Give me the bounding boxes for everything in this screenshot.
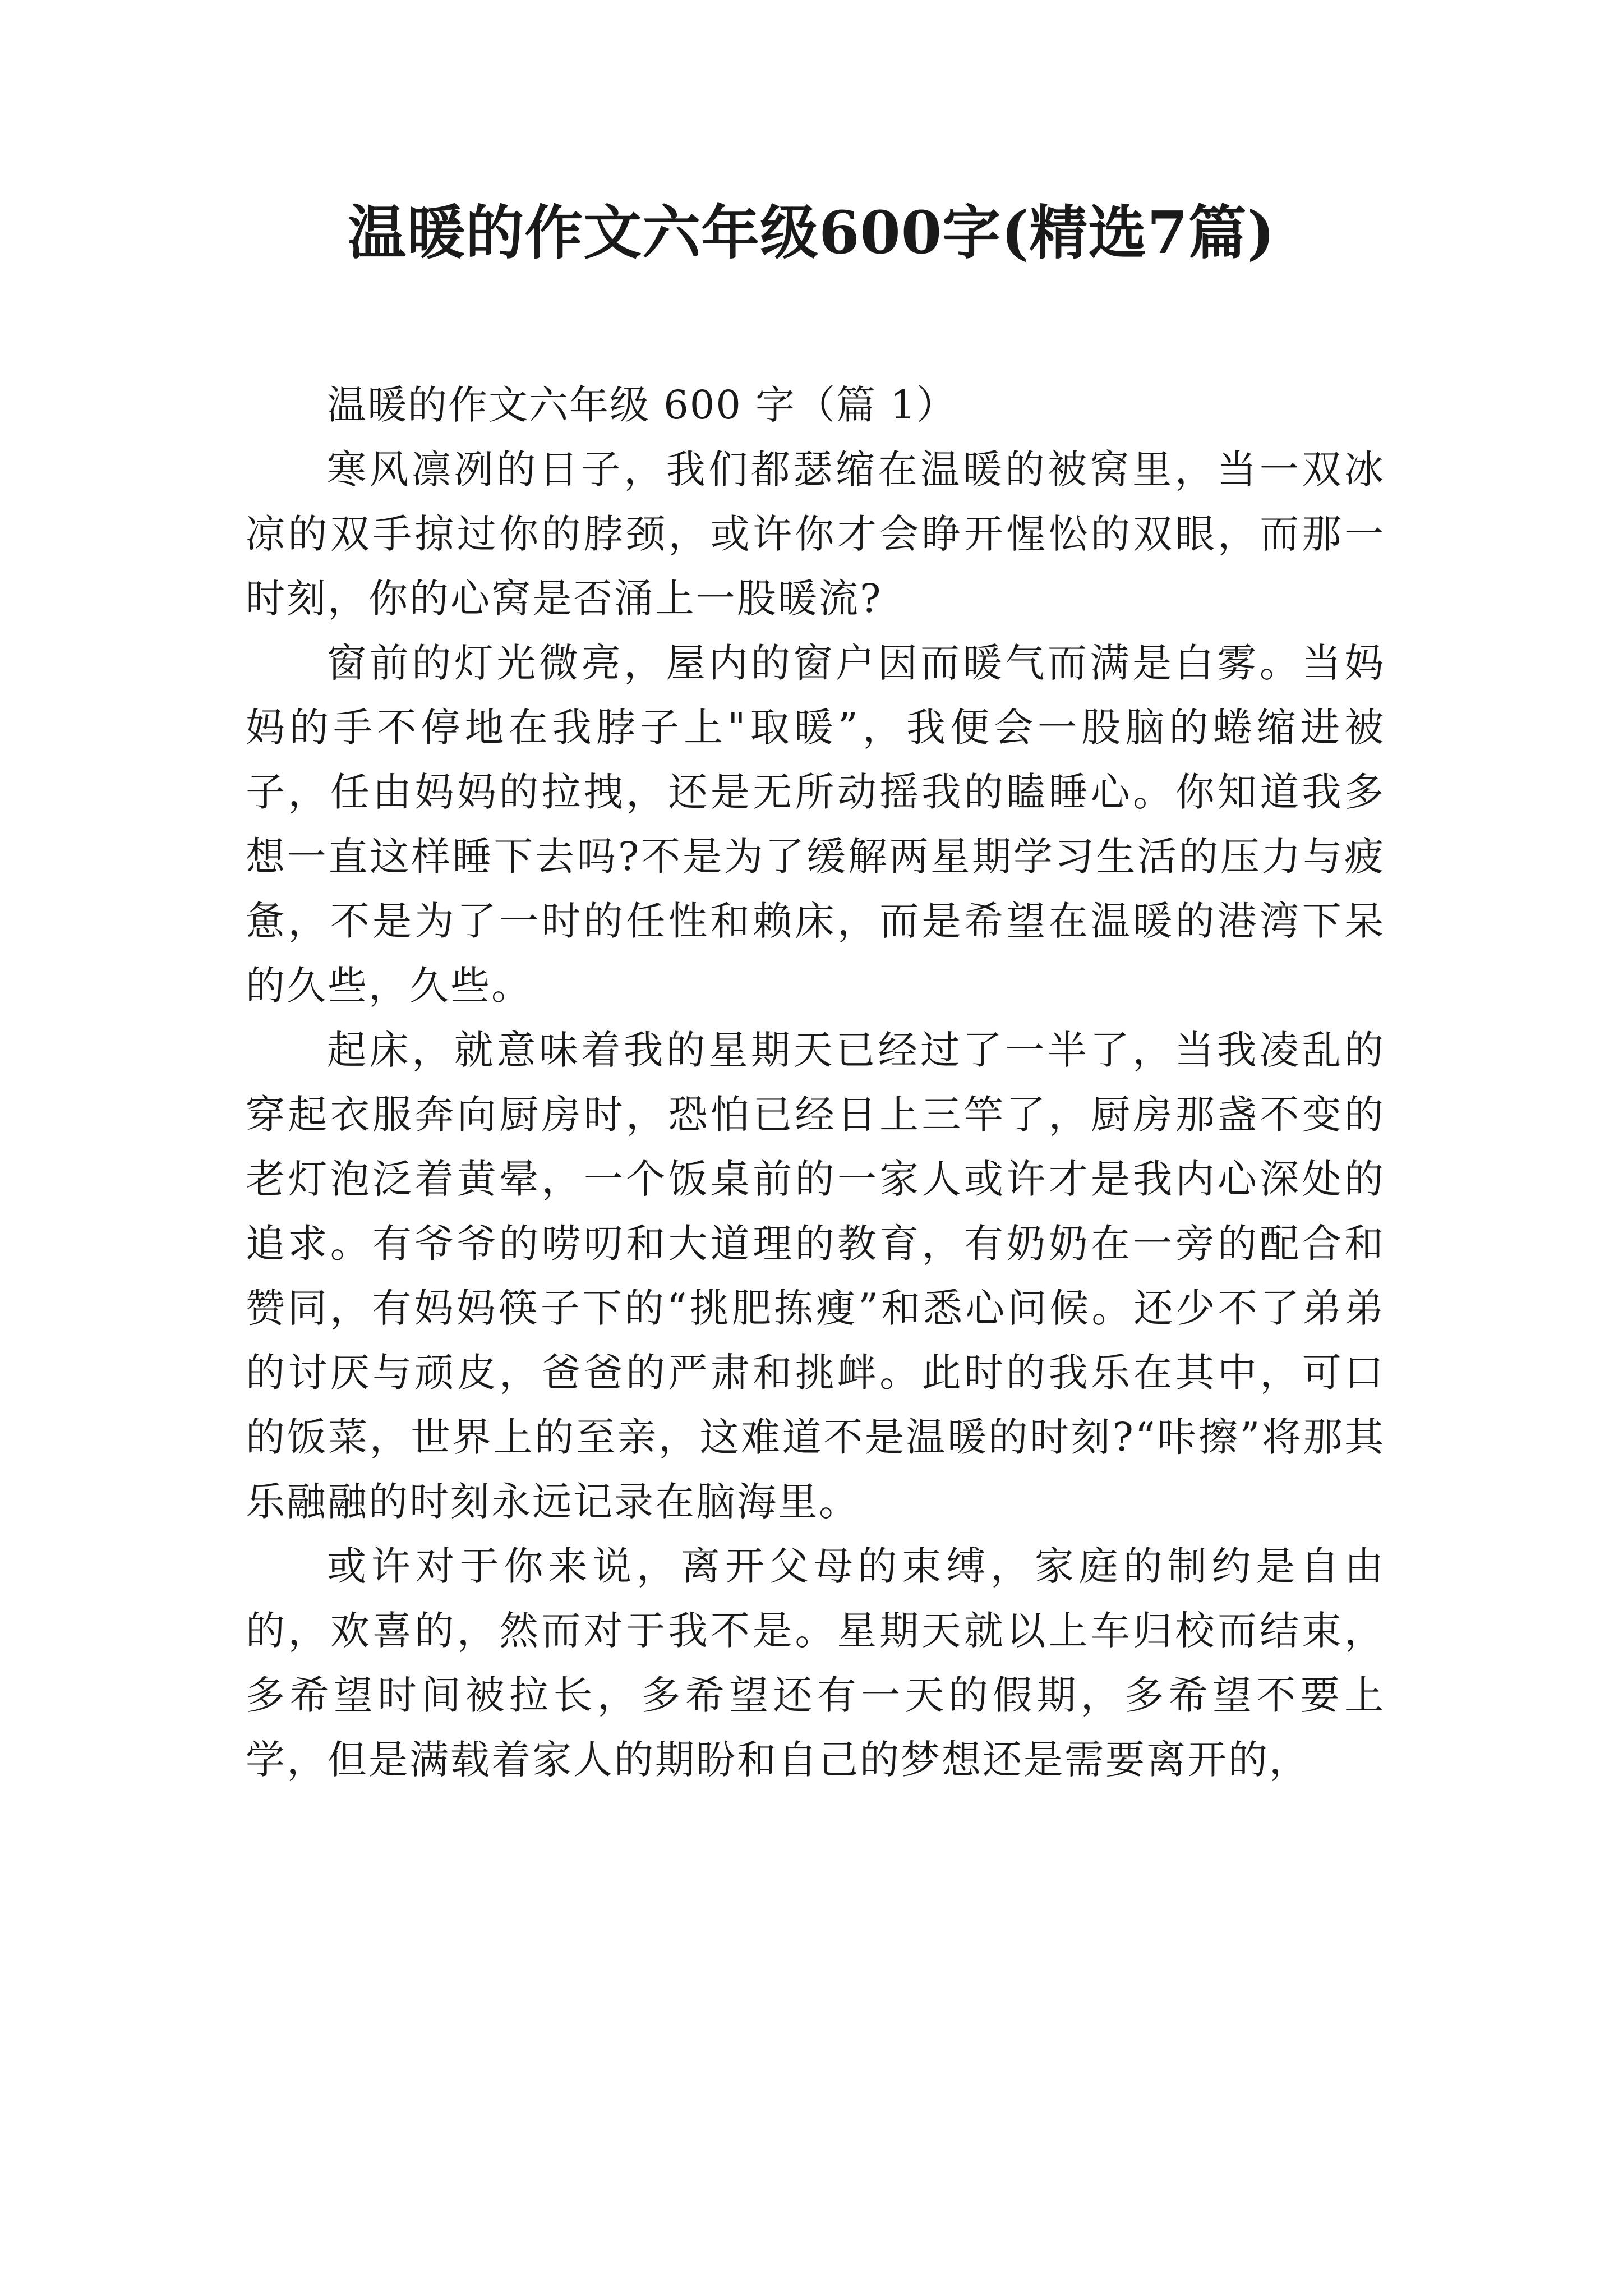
- paragraph-4: 或许对于你来说，离开父母的束缚，家庭的制约是自由的，欢喜的，然而对于我不是。星期天就以上车归校而结束，多希望时间被拉长，多希望还有一天的假期，多希望不要上学，但是满载着家人的期盼和自己的梦想还是需要离开的，: [246, 1543, 1385, 1783]
- paragraph-3: 起床，就意味着我的星期天已经过了一半了，当我凌乱的穿起衣服奔向厨房时，恐怕已经日上三竿了，厨房那盏不变的老灯泡泛着黄晕，一个饭桌前的一家人或许才是我内心深处的追求。有爷爷的唠叨和大道理的教育，有奶奶在一旁的配合和赞同，有妈妈筷子下的“挑肥拣瘦”和悉心问候。还少不了弟弟的讨厌与顽皮，爸爸的严肃和挑衅。此时的我乐在其中，可口的饭菜，世界上的至亲，这难道不是温暖的时刻?“咔擦”将那其乐融融的时刻永远记录在脑海里。: [246, 1027, 1385, 1525]
- paragraph-1: 寒风凛冽的日子，我们都瑟缩在温暖的被窝里，当一双冰凉的双手掠过你的脖颈，或许你才会睁开惺忪的双眼，而那一时刻，你的心窝是否涌上一股暖流?: [246, 447, 1385, 622]
- document-title: 温暖的作文六年级600字(精选7篇): [348, 198, 1275, 267]
- document-body: [246, 373, 1385, 1792]
- paragraph-2: 窗前的灯光微亮，屋内的窗户因而暖气而满是白雾。当妈妈的手不停地在我脖子上"取暖”，我便会一股脑的蜷缩进被子，任由妈妈的拉拽，还是无所动摇我的瞌睡心。你知道我多想一直这样睡下去吗?不是为了缓解两星期学习生活的压力与疲惫，不是为了一时的任性和赖床，而是希望在温暖的港湾下呆的久些，久些。: [246, 640, 1385, 1009]
- section-heading: 温暖的作文六年级 600 字（篇 1）: [327, 382, 957, 428]
